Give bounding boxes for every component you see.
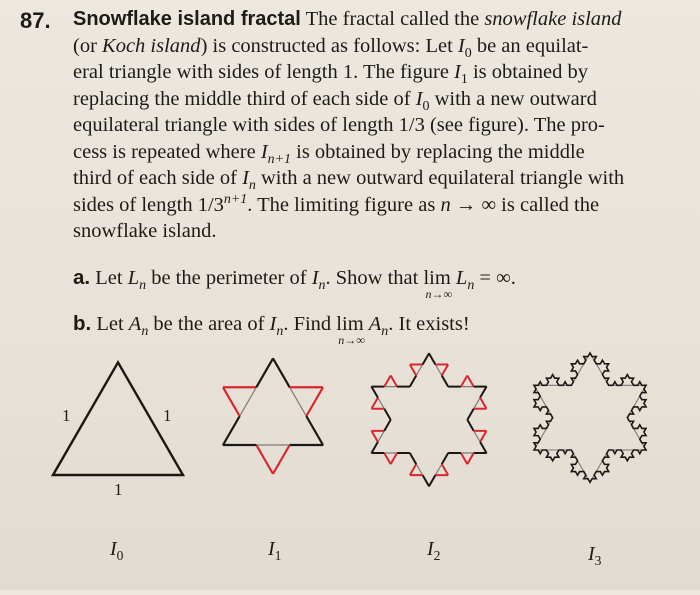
new-segment (306, 387, 323, 416)
kept-segment (480, 442, 486, 453)
kept-segment (223, 416, 240, 445)
new-segment (391, 453, 397, 464)
limit-expression: lim n→∞ (336, 313, 365, 347)
kept-segment (423, 475, 429, 486)
problem-title: Snowflake island fractal (73, 8, 301, 30)
kept-segment (423, 353, 429, 364)
new-segment (256, 445, 273, 474)
kept-segment (384, 409, 390, 420)
new-segment (273, 445, 290, 474)
problem-line-2: (or Koch island) is constructed as follows: Let $I_0$ be an equilat- (73, 34, 589, 61)
new-segment (410, 364, 416, 375)
new-segment (467, 376, 473, 387)
part-a-label: a. (73, 266, 91, 289)
kept-segment (273, 358, 290, 387)
kept-segment (256, 358, 273, 387)
new-segment (461, 376, 467, 387)
kept-segment (410, 453, 416, 464)
part-b: b. Let $A_n$ be the area of $I_n$. Find lim n→∞ $A_n$. It exists! (73, 312, 470, 347)
new-segment (384, 376, 390, 387)
previous-iteration-outline (534, 353, 646, 482)
caption-i2: $I_2$ (427, 538, 441, 563)
part-b-label: b. (73, 312, 92, 335)
kept-segment (480, 387, 486, 398)
fractal-i3 (534, 353, 646, 482)
problem-line-7: third of each side of $I_n$ with a new outward equilateral triangle with (73, 167, 625, 194)
new-segment (442, 364, 448, 375)
new-segment (223, 387, 240, 416)
side-label-left: 1 (62, 406, 71, 425)
caption-i1: $I_1$ (268, 538, 282, 563)
snowflake-outline (534, 353, 646, 482)
kept-segment (442, 453, 448, 464)
kept-segment (372, 442, 378, 453)
fractal-i2 (372, 353, 487, 486)
previous-iteration-outline (223, 358, 323, 445)
kept-segment (306, 416, 323, 445)
side-label-right: 1 (163, 406, 172, 425)
kept-segment (429, 475, 435, 486)
problem-line-9: snowflake island. (73, 220, 217, 242)
previous-iteration-outline (372, 353, 487, 486)
problem-line-3: eral triangle with sides of length 1. The figure $I_1$ is obtained by (73, 61, 588, 88)
kept-segment (372, 387, 378, 398)
side-label-bottom: 1 (114, 480, 123, 499)
new-segment (410, 464, 416, 475)
new-segment (442, 464, 448, 475)
kept-segment (467, 420, 473, 431)
snowflake-figure (0, 340, 700, 590)
problem-line-5: equilateral triangle with sides of length 1/3 (see figure). The pro- (73, 114, 605, 136)
problem-number: 87. (20, 8, 51, 33)
problem-statement (73, 6, 673, 245)
part-a: a. Let $L_n$ be the perimeter of $I_n$. Show that lim n→∞ $L_n$ = ∞. (73, 266, 516, 301)
limit-expression: lim n→∞ (423, 267, 453, 301)
kept-segment (467, 409, 473, 420)
problem-line-8: sides of length $1/3^{n+1}$. The limiting figure as n → ∞ is called the (73, 191, 600, 216)
fractal-i1 (223, 358, 323, 473)
new-segment (480, 431, 486, 442)
problem-line-4: replacing the middle third of each side of $I_0$ with a new outward (73, 87, 597, 114)
kept-segment (410, 376, 416, 387)
new-segment (461, 453, 467, 464)
kept-segment (429, 353, 435, 364)
new-segment (372, 398, 378, 409)
caption-i0: $I_0$ (110, 538, 124, 563)
new-segment (480, 398, 486, 409)
kept-segment (384, 420, 390, 431)
caption-i3: $I_3$ (588, 543, 602, 568)
new-segment (391, 376, 397, 387)
new-segment (372, 431, 378, 442)
problem-line-1: Snowflake island fractal The fractal called the snowflake island (73, 8, 622, 30)
kept-segment (442, 376, 448, 387)
new-segment (467, 453, 473, 464)
new-segment (384, 453, 390, 464)
problem-line-6: cess is repeated where $I_{n+1}$ is obtained by replacing the middle (73, 140, 585, 167)
